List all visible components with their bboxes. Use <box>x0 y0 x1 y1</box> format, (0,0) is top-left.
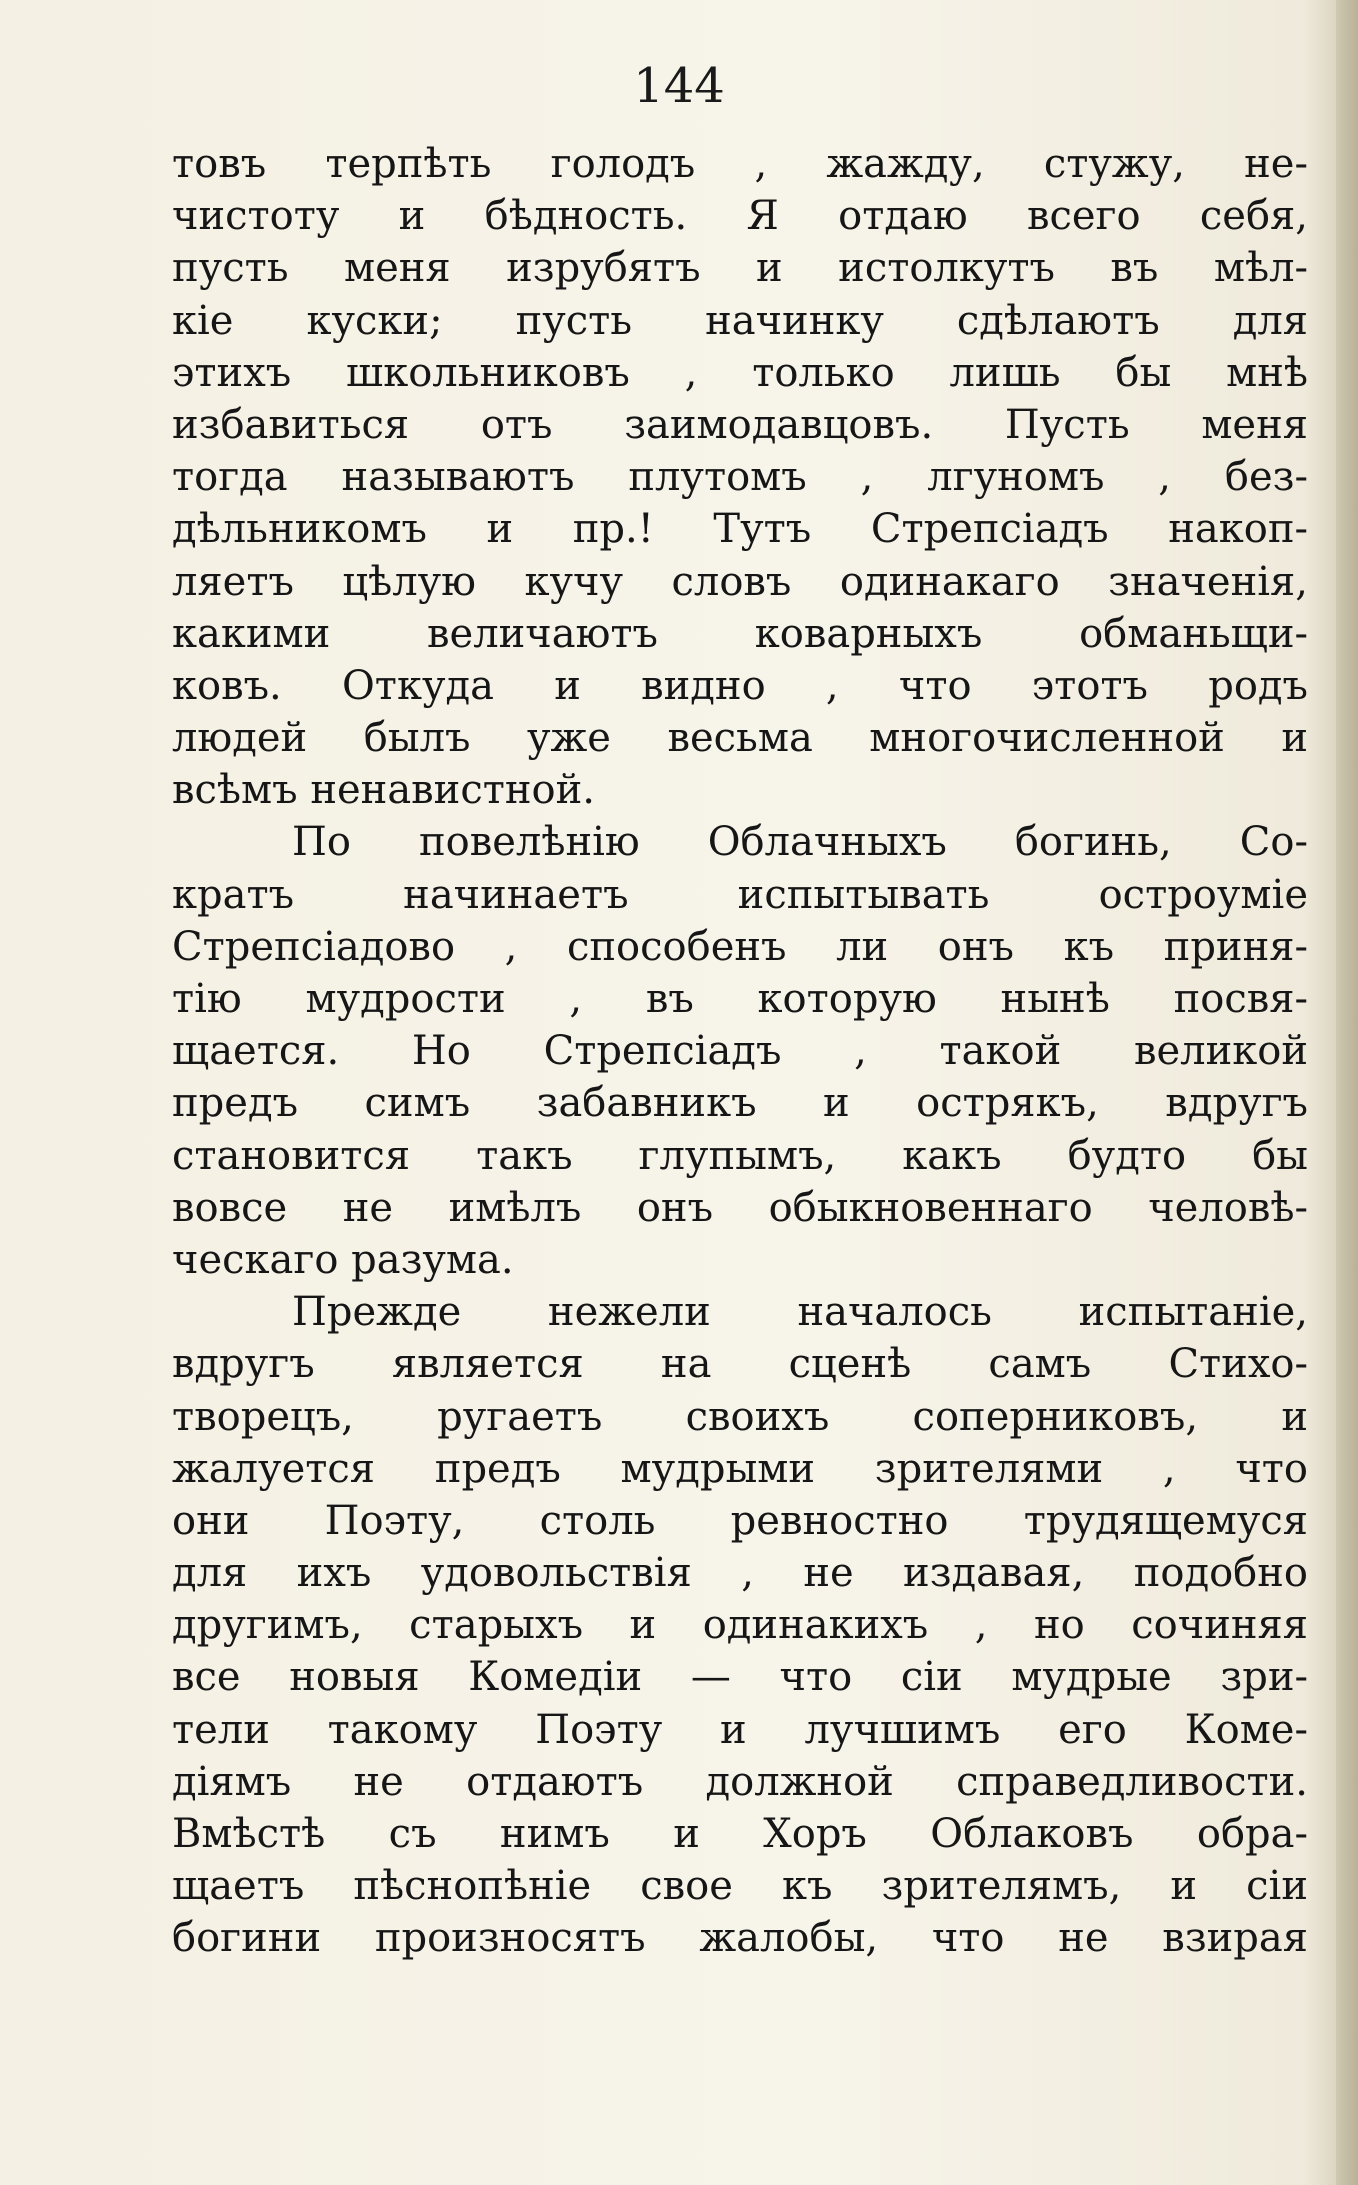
text-line: дѣльникомъ и пр.! Тутъ Стрепсіадъ накоп- <box>172 506 1308 553</box>
text-line: Вмѣстѣ съ нимъ и Хоръ Облаковъ обра- <box>172 1811 1308 1857</box>
text-line: какими величаютъ коварныхъ обманьщи- <box>172 610 1308 657</box>
text-line: богини произносятъ жалобы, что не взирая <box>172 1915 1308 1962</box>
text-line: щается. Но Стрепсіадъ , такой великой <box>172 1028 1308 1075</box>
text-line: тогда называютъ плутомъ , лгуномъ , без- <box>172 454 1308 501</box>
text-line: жалуется предъ мудрыми зрителями , что <box>172 1445 1308 1492</box>
text-line: становится такъ глупымъ, какъ будто бы <box>172 1132 1308 1179</box>
text-line: предъ симъ забавникъ и острякъ, вдругъ <box>172 1080 1308 1127</box>
text-line: все новыя Комедіи — что сіи мудрые зри- <box>172 1654 1308 1701</box>
text-line: щаетъ пѣснопѣніе свое къ зрителямъ, и сіи <box>172 1863 1308 1910</box>
text-line: ческаго разума. <box>172 1236 514 1283</box>
text-line: тію мудрости , въ которую нынѣ посвя- <box>172 976 1308 1022</box>
text-line: ляетъ цѣлую кучу словъ одинакаго значенія, <box>172 558 1308 605</box>
page-edge <box>1336 0 1358 2185</box>
text-line: товъ терпѣть голодъ , жажду, стужу, не- <box>172 141 1308 187</box>
text-line: кратъ начинаетъ испытывать остроуміе <box>172 871 1308 918</box>
text-line: чистоту и бѣдность. Я отдаю всего себя, <box>172 193 1308 240</box>
text-line: этихъ школьниковъ , только лишь бы мнѣ <box>172 349 1308 396</box>
page-number: 144 <box>633 58 725 114</box>
text-line: Прежде нежели началось испытаніе, <box>292 1289 1308 1336</box>
body-text <box>172 138 1308 1965</box>
text-line: ковъ. Откуда и видно , что этотъ родъ <box>172 662 1308 709</box>
text-line: другимъ, старыхъ и одинакихъ , но сочиняя <box>172 1602 1308 1649</box>
text-line: людей былъ уже весьма многочисленной и <box>172 715 1308 762</box>
text-line: вовсе не имѣлъ онъ обыкновеннаго человѣ- <box>172 1184 1308 1231</box>
text-line: По повелѣнію Облачныхъ богинь, Со- <box>292 819 1308 866</box>
text-line: тели такому Поэту и лучшимъ его Коме- <box>172 1706 1308 1753</box>
text-line: Стрепсіадово , способенъ ли онъ къ приня- <box>172 923 1308 970</box>
text-line: всѣмъ ненавистной. <box>172 767 595 814</box>
text-line: діямъ не отдаютъ должной справедливости. <box>172 1758 1308 1805</box>
text-line: творецъ, ругаетъ своихъ соперниковъ, и <box>172 1393 1308 1440</box>
text-line: кіе куски; пусть начинку сдѣлаютъ для <box>172 297 1308 344</box>
text-line: избавиться отъ заимодавцовъ. Пусть меня <box>172 401 1308 448</box>
text-line: для ихъ удовольствія , не издавая, подобно <box>172 1550 1308 1597</box>
text-line: они Поэту, столь ревностно трудящемуся <box>172 1497 1308 1544</box>
text-line: пусть меня изрубятъ и истолкутъ въ мѣл- <box>172 245 1308 292</box>
text-line: вдругъ является на сценѣ самъ Стихо- <box>172 1341 1308 1388</box>
